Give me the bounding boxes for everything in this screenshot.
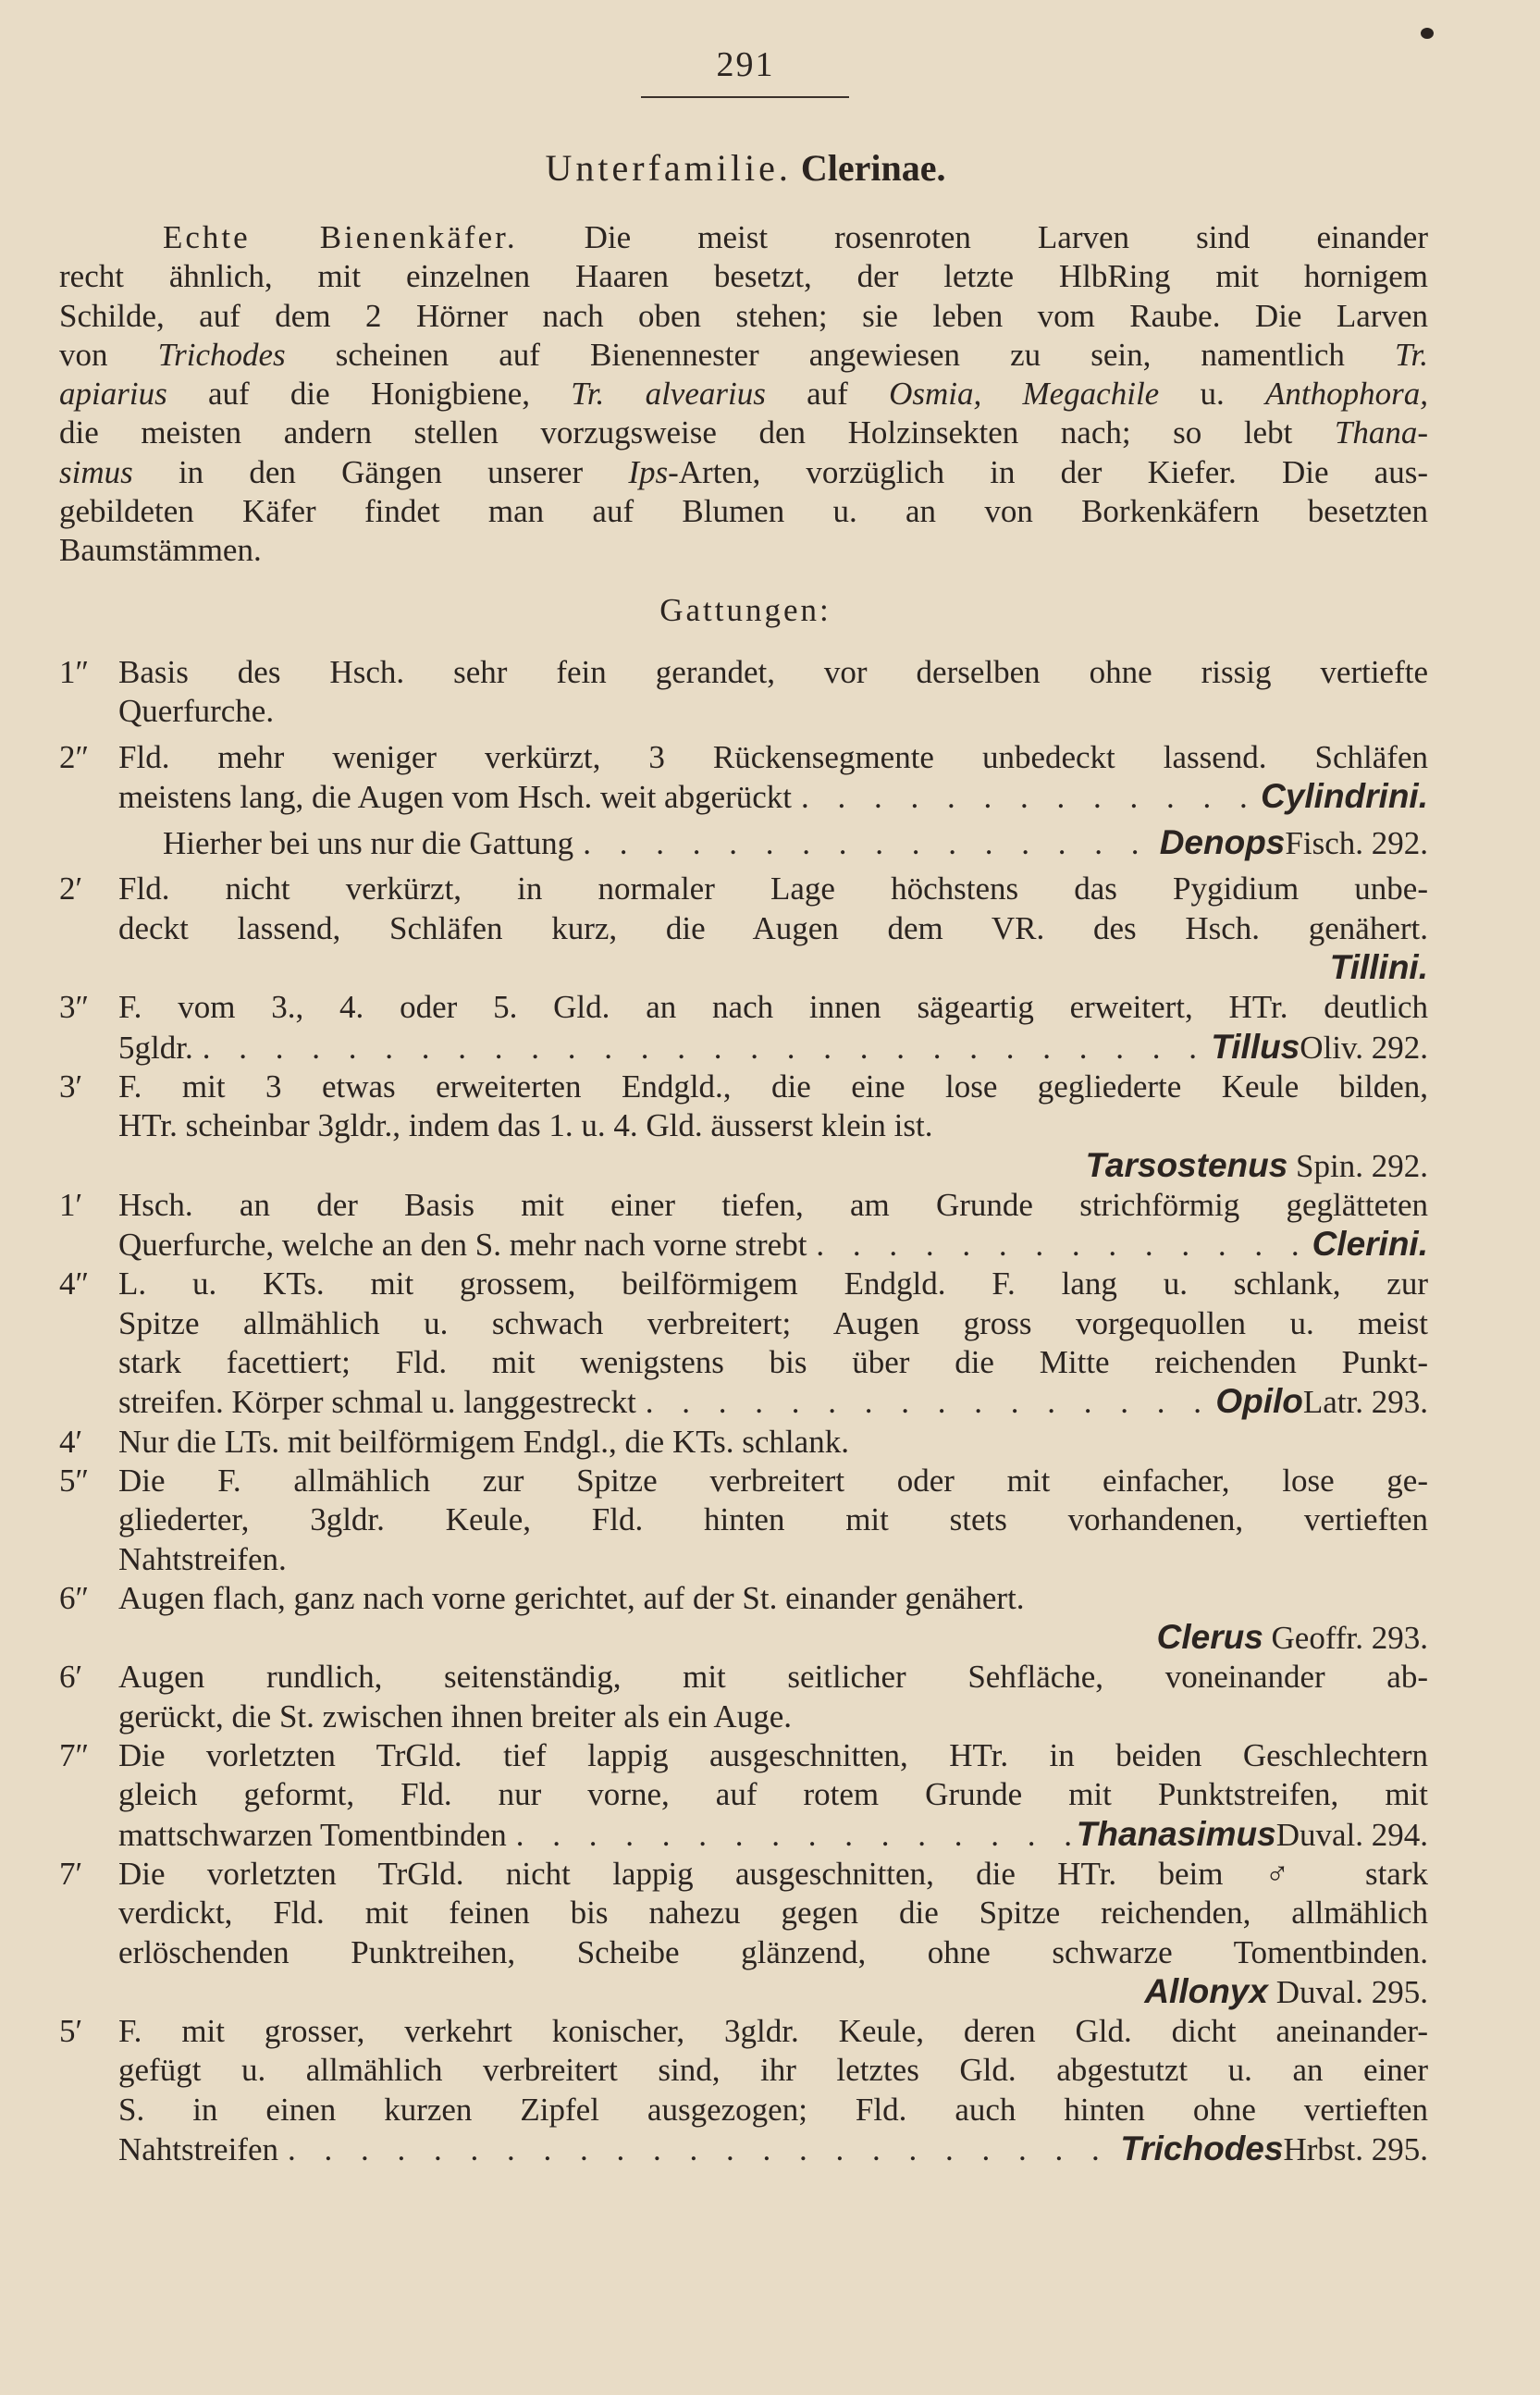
taxon-name: Tr. [1394,336,1428,373]
taxon-name: Trichodes [157,336,286,373]
key-text: mattschwarzen Tomentbinden [118,1816,507,1853]
couplet-number: 2′ [59,870,83,907]
genus-author: Spin. 292. [1287,1147,1428,1184]
key-line: Hsch. an der Basis mit einer tiefen, am Grunde strichförmig geglätteten [118,1186,1428,1223]
key-line: Fld. mehr weniger verkürzt, 3 Rückensegmente unbedeckt lassend. Schläfen [118,738,1428,775]
key-couplet [59,870,1428,988]
key-line: S. in einen kurzen Zipfel ausgezogen; Fld. auch hinten ohne vertieften [118,2091,1428,2128]
genus-author: Duval. 294. [1275,1816,1428,1853]
key-line: Spitze allmählich u. schwach verbreitert; Augen gross vorgequollen u. meist [118,1304,1428,1341]
intro-text: auf die Honigbiene, [166,376,572,413]
couplet-number: 2″ [59,738,90,775]
genus-author: Hrbst. 295. [1283,2130,1428,2167]
key-line: F. vom 3., 4. oder 5. Gld. an nach innen sägeartig erweitert, HTr. deutlich [118,989,1428,1026]
key-line [118,1225,1428,1265]
couplet-number: 5′ [59,2013,83,2050]
taxon-name: Osmia, Megachile [889,376,1160,413]
taxon-name: simus [59,453,133,490]
couplet-number: 1′ [59,1186,83,1223]
key-note [59,823,1428,863]
intro-text: von [59,336,158,373]
key-line [118,948,1428,988]
couplet-number: 5″ [59,1462,90,1499]
genus-name: Thanasimus [1076,1814,1276,1853]
key-couplet [59,1855,1428,2012]
key-couplet [59,988,1428,1068]
key-line: L. u. KTs. mit grossem, beilförmigem Endgld. F. lang u. schlank, zur [118,1265,1428,1302]
key-line: F. mit 3 etwas erweiterten Endgld., die eine lose gegliederte Keule bilden, [118,1068,1428,1105]
key-text: Querfurche, welche an den S. mehr nach vorne strebt [118,1227,807,1264]
key-couplet [59,1186,1428,1265]
intro-line: Schilde, auf dem 2 Hörner nach oben stehen; sie leben vom Raube. Die Larven [59,297,1428,334]
key-couplet [59,1579,1428,1659]
key-line [118,1028,1428,1068]
leader-dots [507,1816,1077,1855]
header-rule [641,96,849,98]
couplet-number: 4′ [59,1423,83,1460]
ink-speck [1421,28,1434,39]
key-text: streifen. Körper schmal u. langgestreckt [118,1384,636,1421]
tribe-name: Cylindrini. [1261,776,1428,815]
page-number: 291 [716,45,775,84]
couplet-number: 4″ [59,1265,90,1302]
key-couplet [59,2012,1428,2169]
intro-line [59,375,1428,414]
key-text: meistens lang, die Augen vom Hsch. weit abgerückt [118,778,793,815]
intro-line [59,218,1428,257]
key-line [118,777,1428,817]
genus-author: Duval. 295. [1267,1973,1428,2010]
key-line: Die F. allmählich zur Spitze verbreitert oder mit einfacher, lose ge- [118,1462,1428,1499]
key-line: Basis des Hsch. sehr fein gerandet, vor derselben ohne rissig vertiefte [118,654,1428,690]
couplet-number: 7″ [59,1737,90,1774]
genus-name: Tillus [1211,1027,1300,1066]
genus-name: Denops [1159,823,1286,862]
key-couplet [59,1462,1428,1579]
key-line: Die vorletzten TrGld. tief lappig ausgeschnitten, HTr. in beiden Geschlechtern [118,1737,1428,1774]
taxon-name: Ips [628,453,669,490]
key-line [118,1382,1428,1422]
section-name: Clerinae. [800,147,946,189]
key-line: erlöschenden Punktreihen, Scheibe glänzend, ohne schwarze Tomentbinden. [118,1933,1428,1970]
intro-text: Die meist rosenroten Larven sind einander [517,219,1428,255]
leader-dots [573,824,1160,863]
intro-text: scheinen auf Bienennester angewiesen zu sein, namentlich [285,336,1395,373]
leader-dots [636,1383,1216,1422]
key-line [118,1618,1428,1658]
key-line: Augen rundlich, seitenständig, mit seitlicher Sehfläche, voneinander ab- [118,1659,1428,1696]
intro-text: -Arten, vorzüglich in der Kiefer. Die aus- [668,453,1428,490]
key-line: HTr. scheinbar 3gldr., indem das 1. u. 4. Gld. äusserst klein ist. [118,1107,933,1144]
key-couplet [59,1658,1428,1736]
intro-paragraph [59,218,1428,571]
key-line [118,1815,1428,1855]
taxon-name: apiarius [59,376,167,413]
couplet-number: 1″ [59,654,90,690]
genus-author: Oliv. 292. [1300,1029,1428,1066]
key-text: Nahtstreifen [118,2130,278,2167]
key-line: deckt lassend, Schläfen kurz, die Augen dem VR. des Hsch. genähert. [118,909,1428,946]
key-line: gliederter, 3gldr. Keule, Fld. hinten mit stets vorhandenen, vertieften [118,1501,1428,1538]
genus-name: Trichodes [1120,2129,1284,2167]
taxon-name: Anthophora, [1265,376,1428,413]
intro-text: die meisten andern stellen vorzugsweise den Holzinsekten nach; so lebt [59,414,1335,451]
genus-name: Opilo [1215,1382,1303,1421]
couplet-number: 3″ [59,989,90,1026]
intro-line [59,336,1428,375]
intro-text: in den Gängen unserer [132,453,629,490]
key-line [118,1146,1428,1186]
taxon-name: Thana- [1334,414,1428,451]
key-line: verdickt, Fld. mit feinen bis nahezu gegen die Spitze reichenden, allmählich [118,1895,1428,1932]
section-prefix: Unterfamilie. [545,147,792,189]
key-line [118,1972,1428,2012]
key-line: stark facettiert; Fld. mit wenigstens bis über die Mitte reichenden Punkt- [118,1344,1428,1381]
key-line [163,823,1428,863]
genus-author: Geoffr. 293. [1263,1620,1428,1657]
key-line: gleich geformt, Fld. nur vorne, auf rotem Grunde mit Punktstreifen, mit [118,1776,1428,1813]
key-text: Hierher bei uns nur die Gattung [163,825,574,862]
leader-dots [193,1029,1212,1068]
key-line: Die vorletzten TrGld. nicht lappig ausgeschnitten, die HTr. beim ♂ stark [118,1855,1428,1892]
key-couplet [59,1068,1428,1186]
key-text: 5gldr. [118,1029,193,1066]
leader-dots [278,2130,1120,2169]
key-couplet [59,653,1428,732]
genus-name: Clerus [1156,1618,1263,1657]
taxon-name: Tr. alvearius [571,376,766,413]
couplet-number: 3′ [59,1068,83,1105]
genus-author: Fisch. 292. [1285,825,1428,862]
key-line: Augen flach, ganz nach vorne gerichtet, auf der St. einander genähert. [118,1579,1025,1616]
key-couplet [59,1736,1428,1855]
intro-text: u. [1159,376,1265,413]
tribe-name: Clerini. [1312,1225,1428,1264]
couplet-number: 7′ [59,1855,83,1892]
intro-line [59,414,1428,452]
key-line: gerückt, die St. zwischen ihnen breiter als ein Auge. [118,1697,792,1735]
intro-line [59,453,1428,492]
key-line: Querfurche. [118,693,275,730]
key-line: F. mit grosser, verkehrt konischer, 3gldr. Keule, deren Gld. dicht aneinander- [118,2013,1428,2050]
key-line: Fld. nicht verkürzt, in normaler Lage höchstens das Pygidium unbe- [118,870,1428,907]
genus-name: Tarsostenus [1085,1145,1288,1184]
intro-line: recht ähnlich, mit einzelnen Haaren besetzt, der letzte HlbRing mit hornigem [59,258,1428,295]
genus-name: Allonyx [1144,1971,1268,2010]
gattungen-heading: Gattungen: [659,592,832,628]
key-line [118,2130,1428,2169]
leader-dots [807,1226,1312,1265]
key-line: gefügt u. allmählich verbreitert sind, ihr letztes Gld. abgestutzt u. an einer [118,2052,1428,2089]
intro-text: auf [765,376,890,413]
key-couplet [59,1423,1428,1462]
key-line: Nahtstreifen. [118,1540,287,1577]
key-couplet [59,1265,1428,1422]
identification-key [59,653,1428,2169]
tribe-name: Tillini. [1329,948,1428,987]
intro-line: Baumstämmen. [59,532,262,569]
key-couplet [59,738,1428,818]
couplet-number: 6″ [59,1579,90,1616]
leader-dots [792,778,1261,817]
section-title [0,146,1491,190]
genus-author: Latr. 293. [1302,1384,1428,1421]
intro-line: gebildeten Käfer findet man auf Blumen u. an von Borkenkäfern besetzten [59,493,1428,530]
intro-lead: Echte Bienenkäfer. [163,219,518,255]
couplet-number: 6′ [59,1659,83,1696]
key-line: Nur die LTs. mit beilförmigem Endgl., die KTs. schlank. [118,1423,849,1460]
